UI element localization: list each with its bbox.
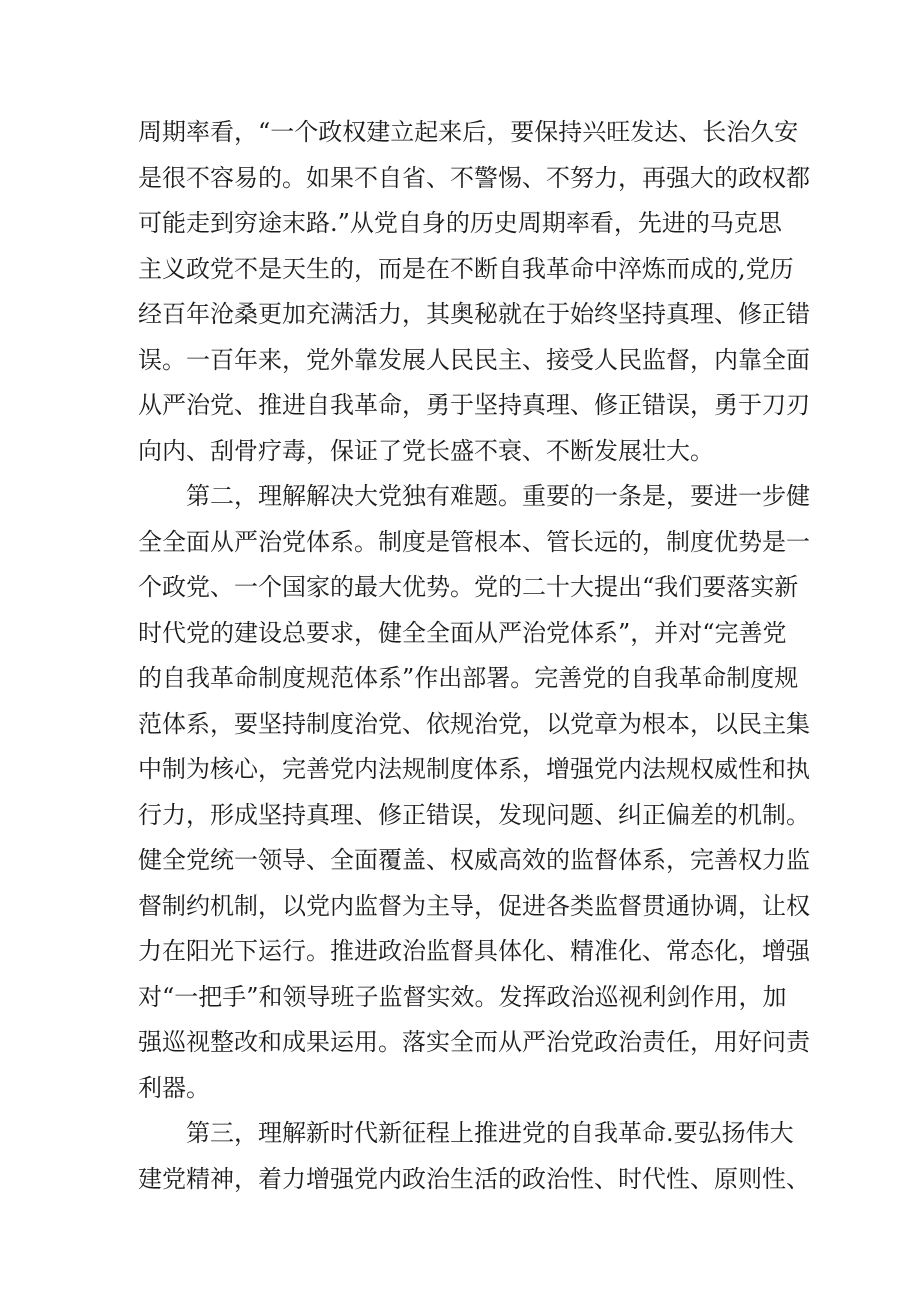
paragraph-line: 周期率看，“一个政权建立起来后，要保持兴旺发达、长治久安	[138, 118, 799, 146]
paragraph-line: 是很不容易的。如果不自省、不警惕、不努力，再强大的政权都	[138, 163, 810, 192]
paragraph-line: 经百年沧桑更加充满活力，其奥秘就在于始终坚持真理、修正错	[138, 300, 810, 328]
paragraph-line: 误。一百年来，党外靠发展人民民主、接受人民监督，内靠全面	[138, 345, 810, 374]
paragraph-line: 可能走到穷途末路.”从党自身的历史周期率看，先进的马克思	[138, 209, 782, 237]
paragraph-line: 范体系，要坚持制度治党、依规治党，以党章为根本，以民主集	[138, 709, 810, 738]
paragraph-line: 的自我革命制度规范体系”作出部署。完善党的自我革命制度规	[138, 664, 799, 692]
paragraph-line: 第三，理解新时代新征程上推进党的自我革命.要弘扬伟大	[186, 1119, 794, 1147]
paragraph-line: 向内、刮骨疗毒，保证了党长盛不衰、不断发展壮大。	[138, 436, 714, 465]
paragraph-line: 行力，形成坚持真理、修正错误，发现问题、纠正偏差的机制。	[138, 800, 810, 829]
paragraph-line: 利器。	[138, 1073, 210, 1102]
paragraph-line: 时代党的建设总要求，健全全面从严治党体系”，并对“完善党	[138, 618, 787, 647]
paragraph-line: 对“一把手”和领导班子监督实效。发挥政治巡视利剑作用，加	[138, 982, 787, 1011]
paragraph-3	[138, 1111, 810, 1202]
paragraph-line: 从严治党、推进自我革命，勇于坚持真理、修正错误，勇于刀刃	[138, 391, 810, 419]
paragraph-line: 个政党、一个国家的最大优势。党的二十大提出“我们要落实新	[138, 573, 799, 601]
document-body	[138, 110, 810, 1202]
paragraph-1	[138, 110, 810, 474]
paragraph-line: 强巡视整改和成果运用。落实全而从严治党政治责任，用好问责	[138, 1028, 810, 1056]
paragraph-2	[138, 474, 810, 1111]
paragraph-line: 力在阳光下运行。推进政治监督具体化、精准化、常态化，增强	[138, 937, 810, 965]
paragraph-line: 全全面从严治党体系。制度是管根本、管长远的，制度优势是一	[138, 527, 810, 556]
paragraph-line: 第二，理解解决大党独有难题。重要的一条是，要进一步健	[186, 482, 810, 510]
paragraph-line: 中制为核心，完善党内法规制度体系，增强党内法规权威性和执	[138, 755, 810, 783]
paragraph-line: 主义政党不是天生的，而是在不断自我革命中淬炼而成的,党历	[138, 254, 794, 283]
paragraph-line: 建党精神，着力增强党内政治生活的政治性、时代性、原则性、	[138, 1164, 810, 1193]
paragraph-line: 督制约机制，以党内监督为主导，促进各类监督贯通协调，让权	[138, 891, 810, 920]
paragraph-line: 健全党统一领导、全面覆盖、权威高效的监督体系，完善权力监	[138, 846, 810, 874]
